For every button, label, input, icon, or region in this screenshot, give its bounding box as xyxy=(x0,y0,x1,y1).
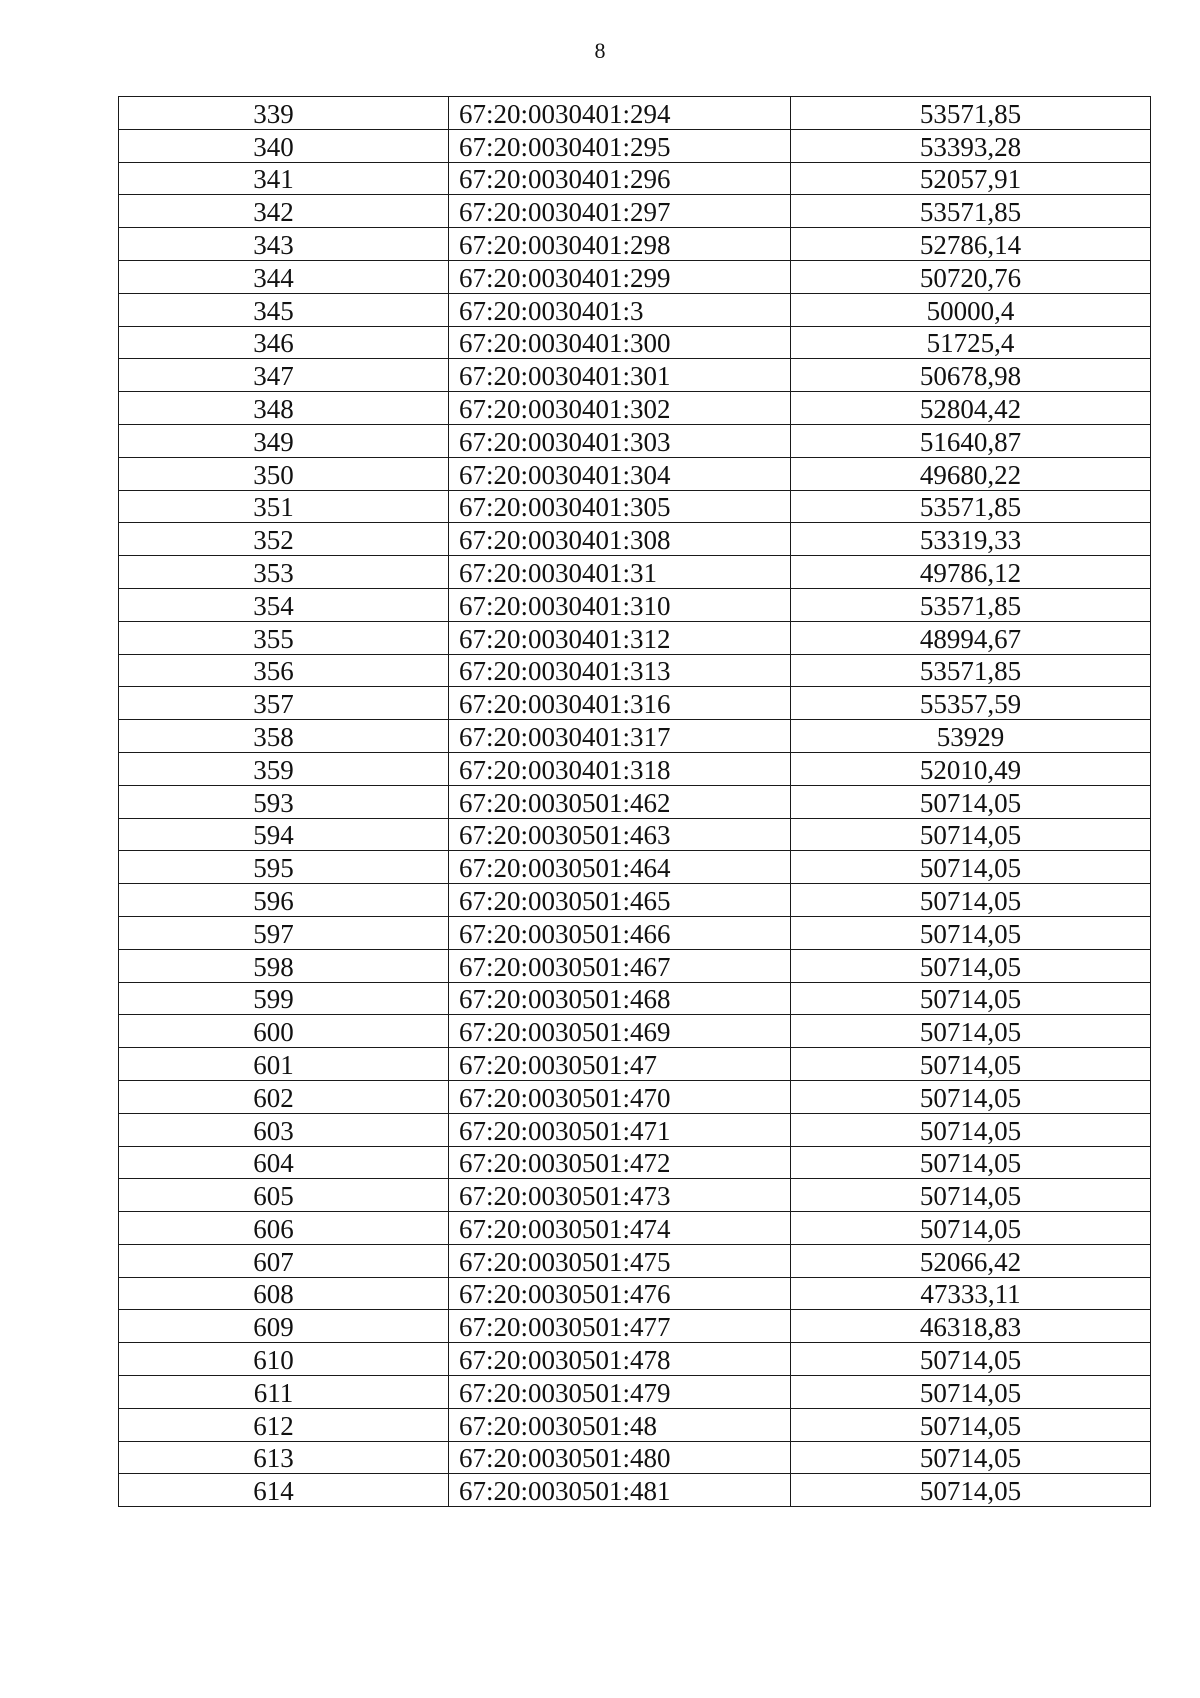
row-number-cell: 352 xyxy=(119,523,449,556)
row-number-cell: 608 xyxy=(119,1277,449,1310)
cadastral-number-cell: 67:20:0030501:481 xyxy=(449,1474,791,1507)
table-row xyxy=(119,752,1151,785)
cadastral-number-cell: 67:20:0030401:298 xyxy=(449,228,791,261)
row-number-cell: 594 xyxy=(119,818,449,851)
cadastral-number-cell: 67:20:0030501:469 xyxy=(449,1015,791,1048)
cadastral-number-cell: 67:20:0030401:3 xyxy=(449,293,791,326)
table-row xyxy=(119,359,1151,392)
row-number-cell: 599 xyxy=(119,982,449,1015)
value-cell: 53393,28 xyxy=(791,129,1151,162)
value-cell: 53319,33 xyxy=(791,523,1151,556)
row-number-cell: 340 xyxy=(119,129,449,162)
table-row xyxy=(119,720,1151,753)
row-number-cell: 349 xyxy=(119,424,449,457)
row-number-cell: 346 xyxy=(119,326,449,359)
cadastral-number-cell: 67:20:0030501:462 xyxy=(449,785,791,818)
cadastral-number-cell: 67:20:0030501:473 xyxy=(449,1179,791,1212)
table-row xyxy=(119,785,1151,818)
table-row xyxy=(119,260,1151,293)
cadastral-number-cell: 67:20:0030501:480 xyxy=(449,1441,791,1474)
cadastral-number-cell: 67:20:0030501:47 xyxy=(449,1048,791,1081)
table-row xyxy=(119,1441,1151,1474)
row-number-cell: 600 xyxy=(119,1015,449,1048)
row-number-cell: 354 xyxy=(119,588,449,621)
row-number-cell: 359 xyxy=(119,752,449,785)
value-cell: 50714,05 xyxy=(791,1146,1151,1179)
value-cell: 50714,05 xyxy=(791,916,1151,949)
value-cell: 52804,42 xyxy=(791,392,1151,425)
value-cell: 53571,85 xyxy=(791,195,1151,228)
value-cell: 52066,42 xyxy=(791,1244,1151,1277)
cadastral-number-cell: 67:20:0030501:463 xyxy=(449,818,791,851)
table-row xyxy=(119,982,1151,1015)
table-row xyxy=(119,129,1151,162)
row-number-cell: 353 xyxy=(119,556,449,589)
table-row xyxy=(119,326,1151,359)
cadastral-number-cell: 67:20:0030401:313 xyxy=(449,654,791,687)
table-row xyxy=(119,687,1151,720)
row-number-cell: 357 xyxy=(119,687,449,720)
row-number-cell: 358 xyxy=(119,720,449,753)
value-cell: 50714,05 xyxy=(791,1179,1151,1212)
cadastral-number-cell: 67:20:0030401:294 xyxy=(449,97,791,130)
cadastral-number-cell: 67:20:0030401:305 xyxy=(449,490,791,523)
value-cell: 53571,85 xyxy=(791,588,1151,621)
row-number-cell: 609 xyxy=(119,1310,449,1343)
value-cell: 50714,05 xyxy=(791,1441,1151,1474)
table-row xyxy=(119,392,1151,425)
value-cell: 50714,05 xyxy=(791,1212,1151,1245)
row-number-cell: 610 xyxy=(119,1343,449,1376)
table-row xyxy=(119,162,1151,195)
value-cell: 52786,14 xyxy=(791,228,1151,261)
table-row xyxy=(119,851,1151,884)
table-row xyxy=(119,1146,1151,1179)
cadastral-number-cell: 67:20:0030501:478 xyxy=(449,1343,791,1376)
value-cell: 55357,59 xyxy=(791,687,1151,720)
value-cell: 53571,85 xyxy=(791,654,1151,687)
value-cell: 53571,85 xyxy=(791,97,1151,130)
row-number-cell: 598 xyxy=(119,949,449,982)
row-number-cell: 341 xyxy=(119,162,449,195)
row-number-cell: 342 xyxy=(119,195,449,228)
cadastral-number-cell: 67:20:0030401:312 xyxy=(449,621,791,654)
cadastral-number-cell: 67:20:0030401:300 xyxy=(449,326,791,359)
value-cell: 50720,76 xyxy=(791,260,1151,293)
row-number-cell: 605 xyxy=(119,1179,449,1212)
row-number-cell: 603 xyxy=(119,1113,449,1146)
table-row xyxy=(119,1179,1151,1212)
cadastral-number-cell: 67:20:0030501:466 xyxy=(449,916,791,949)
table-row xyxy=(119,556,1151,589)
table-row xyxy=(119,654,1151,687)
row-number-cell: 596 xyxy=(119,884,449,917)
cadastral-number-cell: 67:20:0030401:302 xyxy=(449,392,791,425)
cadastral-number-cell: 67:20:0030501:48 xyxy=(449,1408,791,1441)
value-cell: 50714,05 xyxy=(791,1343,1151,1376)
cadastral-number-cell: 67:20:0030501:470 xyxy=(449,1080,791,1113)
cadastral-number-cell: 67:20:0030501:476 xyxy=(449,1277,791,1310)
cadastral-number-cell: 67:20:0030501:467 xyxy=(449,949,791,982)
cadastral-number-cell: 67:20:0030401:301 xyxy=(449,359,791,392)
row-number-cell: 614 xyxy=(119,1474,449,1507)
cadastral-number-cell: 67:20:0030401:316 xyxy=(449,687,791,720)
table-row xyxy=(119,195,1151,228)
row-number-cell: 347 xyxy=(119,359,449,392)
table-row xyxy=(119,1048,1151,1081)
cadastral-number-cell: 67:20:0030501:468 xyxy=(449,982,791,1015)
value-cell: 50714,05 xyxy=(791,1048,1151,1081)
value-cell: 52010,49 xyxy=(791,752,1151,785)
page-number: 8 xyxy=(594,38,606,63)
value-cell: 50714,05 xyxy=(791,1376,1151,1409)
value-cell: 51725,4 xyxy=(791,326,1151,359)
cadastral-number-cell: 67:20:0030401:304 xyxy=(449,457,791,490)
value-cell: 47333,11 xyxy=(791,1277,1151,1310)
table-row xyxy=(119,293,1151,326)
row-number-cell: 604 xyxy=(119,1146,449,1179)
row-number-cell: 597 xyxy=(119,916,449,949)
table-row xyxy=(119,1310,1151,1343)
value-cell: 50714,05 xyxy=(791,982,1151,1015)
row-number-cell: 607 xyxy=(119,1244,449,1277)
row-number-cell: 595 xyxy=(119,851,449,884)
table-row xyxy=(119,916,1151,949)
value-cell: 50714,05 xyxy=(791,785,1151,818)
table-row xyxy=(119,1080,1151,1113)
row-number-cell: 343 xyxy=(119,228,449,261)
row-number-cell: 345 xyxy=(119,293,449,326)
value-cell: 49680,22 xyxy=(791,457,1151,490)
value-cell: 50714,05 xyxy=(791,1474,1151,1507)
row-number-cell: 601 xyxy=(119,1048,449,1081)
value-cell: 48994,67 xyxy=(791,621,1151,654)
cadastral-number-cell: 67:20:0030501:474 xyxy=(449,1212,791,1245)
value-cell: 50678,98 xyxy=(791,359,1151,392)
cadastral-number-cell: 67:20:0030501:475 xyxy=(449,1244,791,1277)
cadastral-number-cell: 67:20:0030401:296 xyxy=(449,162,791,195)
row-number-cell: 606 xyxy=(119,1212,449,1245)
cadastral-number-cell: 67:20:0030401:310 xyxy=(449,588,791,621)
cadastral-number-cell: 67:20:0030501:471 xyxy=(449,1113,791,1146)
table-row xyxy=(119,424,1151,457)
table-row xyxy=(119,1277,1151,1310)
row-number-cell: 593 xyxy=(119,785,449,818)
value-cell: 50714,05 xyxy=(791,818,1151,851)
table-row xyxy=(119,97,1151,130)
table-row xyxy=(119,1015,1151,1048)
cadastral-number-cell: 67:20:0030401:295 xyxy=(449,129,791,162)
row-number-cell: 612 xyxy=(119,1408,449,1441)
table-row xyxy=(119,228,1151,261)
cadastral-number-cell: 67:20:0030401:308 xyxy=(449,523,791,556)
table-row xyxy=(119,1244,1151,1277)
value-cell: 49786,12 xyxy=(791,556,1151,589)
row-number-cell: 350 xyxy=(119,457,449,490)
table-row xyxy=(119,457,1151,490)
cadastral-table-wrapper xyxy=(118,96,1150,1507)
table-row xyxy=(119,949,1151,982)
table-row xyxy=(119,818,1151,851)
table-row xyxy=(119,1212,1151,1245)
cadastral-number-cell: 67:20:0030501:465 xyxy=(449,884,791,917)
table-row xyxy=(119,490,1151,523)
row-number-cell: 602 xyxy=(119,1080,449,1113)
table-body xyxy=(119,97,1151,1507)
row-number-cell: 613 xyxy=(119,1441,449,1474)
table-row xyxy=(119,1408,1151,1441)
table-row xyxy=(119,621,1151,654)
cadastral-number-cell: 67:20:0030501:477 xyxy=(449,1310,791,1343)
cadastral-number-cell: 67:20:0030401:297 xyxy=(449,195,791,228)
value-cell: 51640,87 xyxy=(791,424,1151,457)
value-cell: 50714,05 xyxy=(791,1015,1151,1048)
value-cell: 52057,91 xyxy=(791,162,1151,195)
cadastral-number-cell: 67:20:0030401:317 xyxy=(449,720,791,753)
table-row xyxy=(119,1376,1151,1409)
table-row xyxy=(119,1113,1151,1146)
table-row xyxy=(119,1474,1151,1507)
cadastral-value-table xyxy=(118,96,1151,1507)
row-number-cell: 611 xyxy=(119,1376,449,1409)
cadastral-number-cell: 67:20:0030501:464 xyxy=(449,851,791,884)
value-cell: 50714,05 xyxy=(791,1408,1151,1441)
table-row xyxy=(119,523,1151,556)
table-row xyxy=(119,588,1151,621)
value-cell: 50000,4 xyxy=(791,293,1151,326)
value-cell: 50714,05 xyxy=(791,949,1151,982)
cadastral-number-cell: 67:20:0030501:479 xyxy=(449,1376,791,1409)
table-row xyxy=(119,1343,1151,1376)
row-number-cell: 356 xyxy=(119,654,449,687)
row-number-cell: 355 xyxy=(119,621,449,654)
value-cell: 50714,05 xyxy=(791,1113,1151,1146)
value-cell: 53571,85 xyxy=(791,490,1151,523)
cadastral-number-cell: 67:20:0030401:299 xyxy=(449,260,791,293)
value-cell: 46318,83 xyxy=(791,1310,1151,1343)
row-number-cell: 348 xyxy=(119,392,449,425)
cadastral-number-cell: 67:20:0030401:303 xyxy=(449,424,791,457)
table-row xyxy=(119,884,1151,917)
value-cell: 53929 xyxy=(791,720,1151,753)
cadastral-number-cell: 67:20:0030401:318 xyxy=(449,752,791,785)
row-number-cell: 339 xyxy=(119,97,449,130)
value-cell: 50714,05 xyxy=(791,884,1151,917)
cadastral-number-cell: 67:20:0030501:472 xyxy=(449,1146,791,1179)
row-number-cell: 351 xyxy=(119,490,449,523)
value-cell: 50714,05 xyxy=(791,851,1151,884)
value-cell: 50714,05 xyxy=(791,1080,1151,1113)
cadastral-number-cell: 67:20:0030401:31 xyxy=(449,556,791,589)
row-number-cell: 344 xyxy=(119,260,449,293)
